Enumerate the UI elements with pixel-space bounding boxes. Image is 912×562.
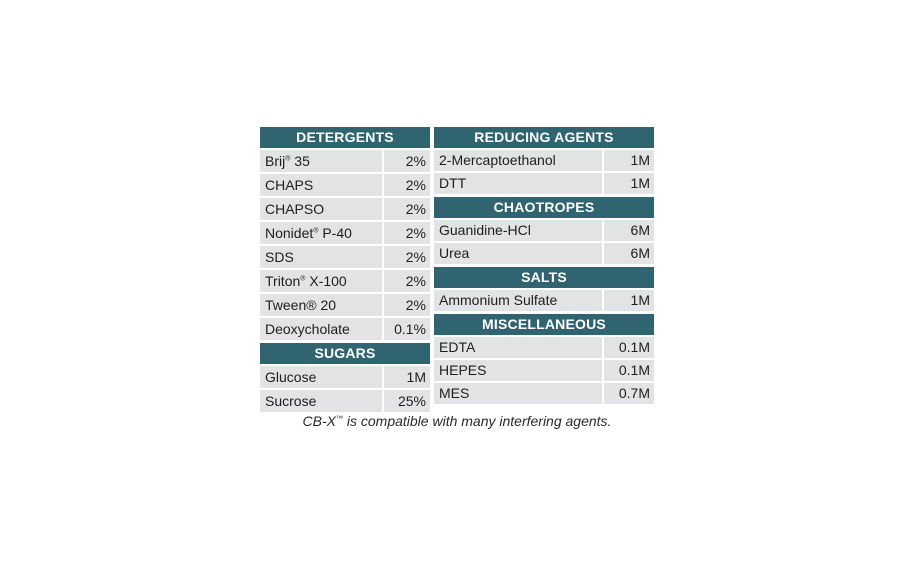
row-name: Urea — [434, 243, 602, 264]
sugars-header: SUGARS — [260, 343, 430, 364]
table-row — [260, 222, 430, 244]
caption-product: CB-X — [302, 413, 336, 429]
table-row — [260, 246, 430, 268]
row-name: MES — [434, 383, 602, 404]
table-row — [434, 150, 654, 171]
caption — [260, 413, 654, 429]
table-row — [434, 173, 654, 194]
row-value: 2% — [384, 198, 430, 220]
row-name: Triton® X-100 — [260, 270, 382, 292]
row-name: CHAPS — [260, 174, 382, 196]
row-name: EDTA — [434, 337, 602, 358]
reducing-agents-header: REDUCING AGENTS — [434, 127, 654, 148]
row-name: CHAPSO — [260, 198, 382, 220]
caption-text: is compatible with many interfering agents. — [342, 413, 612, 429]
row-value: 0.1M — [604, 337, 654, 358]
row-value: 0.1M — [604, 360, 654, 381]
row-value: 2% — [384, 174, 430, 196]
row-name: Ammonium Sulfate — [434, 290, 602, 311]
table-row — [434, 243, 654, 264]
row-name: Guanidine-HCl — [434, 220, 602, 241]
row-value: 2% — [384, 294, 430, 316]
table-row — [434, 360, 654, 381]
row-name: Brij® 35 — [260, 150, 382, 172]
row-name: Sucrose — [260, 390, 382, 412]
table-row — [434, 337, 654, 358]
caption-mark: ™ — [335, 415, 343, 423]
row-name: DTT — [434, 173, 602, 194]
row-value: 25% — [384, 390, 430, 412]
table-row — [260, 294, 430, 316]
row-value: 1M — [604, 150, 654, 171]
detergents-header: DETERGENTS — [260, 127, 430, 148]
table-row — [260, 150, 430, 172]
table-row — [260, 270, 430, 292]
row-name: Nonidet® P-40 — [260, 222, 382, 244]
table-row — [260, 390, 430, 412]
row-value: 2% — [384, 246, 430, 268]
row-value: 2% — [384, 270, 430, 292]
miscellaneous-header: MISCELLANEOUS — [434, 314, 654, 335]
row-name: 2-Mercaptoethanol — [434, 150, 602, 171]
left-column — [260, 127, 430, 412]
row-value: 0.7M — [604, 383, 654, 404]
row-value: 1M — [384, 366, 430, 388]
row-value: 6M — [604, 243, 654, 264]
row-name: Glucose — [260, 366, 382, 388]
table-row — [434, 220, 654, 241]
right-column — [434, 127, 654, 404]
row-name: HEPES — [434, 360, 602, 381]
chaotropes-header: CHAOTROPES — [434, 197, 654, 218]
row-name: SDS — [260, 246, 382, 268]
row-value: 1M — [604, 290, 654, 311]
row-value: 6M — [604, 220, 654, 241]
row-value: 1M — [604, 173, 654, 194]
table-row — [260, 174, 430, 196]
salts-header: SALTS — [434, 267, 654, 288]
row-name: Deoxycholate — [260, 318, 382, 340]
table-row — [260, 366, 430, 388]
row-value: 0.1% — [384, 318, 430, 340]
row-value: 2% — [384, 150, 430, 172]
table-row — [260, 198, 430, 220]
row-name: Tween® 20 — [260, 294, 382, 316]
table-row — [434, 290, 654, 311]
table-row — [260, 318, 430, 340]
table-row — [434, 383, 654, 404]
row-value: 2% — [384, 222, 430, 244]
